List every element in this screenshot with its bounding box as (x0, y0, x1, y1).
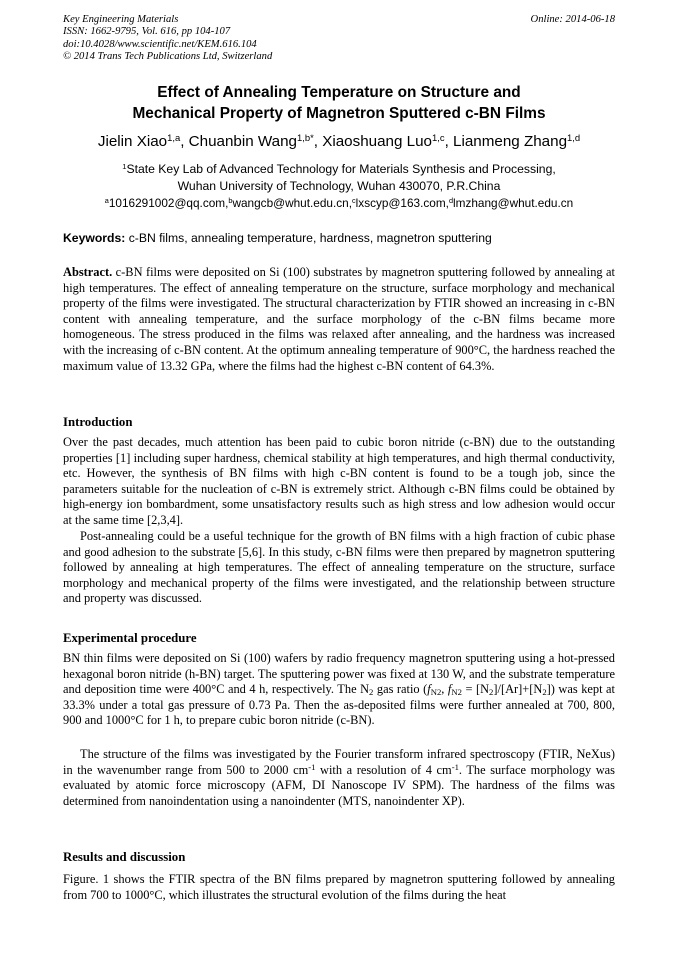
intro-paragraph-2: Post-annealing could be a useful technique for the growth of BN films with a high fraction of cubic phase and good adhesion to the substrate [5,6]. In this study, c-BN films were then prepared by magnetron sputtering followed by annealing at high temperatures. The effect of annealing temperature on the structure, surface morphology and mechanical property of the films were investigated, and the relationship between structure and property was discussed. (63, 529, 615, 606)
email-mark: d (448, 195, 454, 205)
author-name: Lianmeng Zhang (453, 133, 568, 150)
author-name: Jielin Xiao (97, 133, 168, 150)
affiliation-line-1: State Key Lab of Advanced Technology for Materials Synthesis and Processing, (126, 162, 556, 176)
author-affil-mark: 1,a (167, 131, 181, 143)
affiliation (0, 161, 678, 195)
email-link[interactable]: lmzhang@whut.edu.cn (453, 196, 574, 210)
author-list: Jielin Xiao$^{1,a}$, Chuanbin Wang$^{1,b*}$, Xiaoshuang Luo$^{1,c}$, Lianmeng Zhang$^{1,d}$ (97, 131, 581, 150)
title-line-2: Mechanical Property of Magnetron Sputtered c-BN Films (132, 105, 546, 122)
intro-paragraph-1: Over the past decades, much attention has been paid to cubic boron nitride (c-BN) due to the outstanding properties [1] including super hardness, chemical stability at high temperatures, and high thermal conductivity, etc. However, the synthesis of BN films with high c-BN content is found to be a tough job, since the parameters suitable for the nucleation of c-BN is extremely strict. Although c-BN films could be obtained by high-energy ion bombardment, some unsatisfactory results such as high stress and low adhesion would occur at the same time [2,3,4]. (63, 435, 615, 527)
author-emails: $^a$1016291002@qq.com,$^b$wangcb@whut.edu.cn,$^c$lxscyp@163.com,$^d$lmzhang@whut.edu.cn (104, 195, 574, 210)
section-heading-introduction: Introduction (63, 415, 133, 429)
journal-doi: doi:10.4028/www.scientific.net/KEM.616.104 (63, 38, 257, 50)
journal-header (63, 14, 272, 63)
author-affil-mark: 1,b* (297, 131, 314, 143)
keywords-label: Keywords: (63, 231, 126, 245)
keywords (63, 230, 615, 247)
journal-issn: ISSN: 1662-9795, Vol. 616, pp 104-107 (63, 26, 231, 38)
author-affil-mark: 1,c (432, 131, 445, 143)
affiliation-mark: 1 (122, 161, 127, 171)
author-name: Xiaoshuang Luo (322, 133, 433, 150)
experimental-paragraph-2: The structure of the films was investigated by the Fourier transform infrared spectroscopy (FTIR, NeXus) in the wavenumber range from 500 to 2000 $cm^{-1}$ with a resolution of 4 $cm^{-1}$. The surface morphology was evaluated by atomic force microscopy (AFM, DI Nanoscope IV SPM). The hardness of the films was determined from nanoindentation using a nanoindenter (MTS, nanoindenter XP). (63, 747, 616, 808)
abstract (63, 265, 615, 374)
affiliation-line-2: Wuhan University of Technology, Wuhan 430070, P.R.China (177, 179, 501, 193)
email-mark: b (228, 195, 233, 205)
experimental-paragraph-1: BN thin films were deposited on Si (100) wafers by radio frequency magnetron sputtering using a hot-pressed hexagonal boron nitride (h-BN) target. The sputtering power was fixed at 130 W, and the substrate temperature and deposition time were 400°C and 4 h, respectively. The $N_2$ gas ratio ($f_{N2}$, $f_{N2} = [N_2]/[Ar]+[N_2]$) was kept at 33.3% under a total gas pressure of 0.73 Pa. Then the as-deposited films were further annealed at 700, 800, 900 and 1000°C for 1 h, to prepare cubic boron nitride (c-BN). (63, 651, 615, 728)
paper-title (0, 82, 678, 124)
email-link[interactable]: 1016291002@qq.com (108, 196, 226, 210)
journal-copyright: © 2014 Trans Tech Publications Ltd, Switzerland (63, 50, 273, 62)
author-name: Chuanbin Wang (188, 133, 298, 150)
abstract-text: c-BN films were deposited on Si (100) substrates by magnetron sputtering followed by annealing at high temperatures. The effect of annealing temperature on the structure, surface morphology and mechanical property of the films were investigated. The structural characterization by FTIR showed an increasing in c-BN content with annealing temperature, and the surface morphology of the c-BN films became more homogeneous. The stress produced in the films was relaxed after annealing, and the hardness was increased with the increasing of c-BN content. At the optimum annealing temperature of 900°C, the hardness reached the maximum value of 13.32 GPa, where the films had the highest c-BN content of 64.3%. (63, 265, 615, 373)
journal-name: Key Engineering Materials (63, 14, 179, 25)
section-heading-results: Results and discussion (63, 850, 186, 864)
email-mark: a (104, 195, 109, 205)
section-heading-experimental: Experimental procedure (63, 631, 197, 645)
email-link[interactable]: lxscyp@163.com (355, 196, 446, 210)
online-date: Online: 2014-06-18 (530, 14, 615, 25)
results-paragraph-1: Figure. 1 shows the FTIR spectra of the BN films prepared by magnetron sputtering followed by annealing from 700 to 1000°C, which illustrates the structural evolution of the films during the heat (63, 872, 615, 902)
abstract-label: Abstract. (63, 265, 113, 279)
title-line-1: Effect of Annealing Temperature on Structure and (157, 84, 521, 101)
email-mark: c (352, 195, 356, 205)
email-link[interactable]: wangcb@whut.edu.cn (232, 196, 349, 210)
keywords-text: c-BN films, annealing temperature, hardness, magnetron sputtering (125, 231, 492, 245)
author-affil-mark: 1,d (567, 131, 581, 143)
